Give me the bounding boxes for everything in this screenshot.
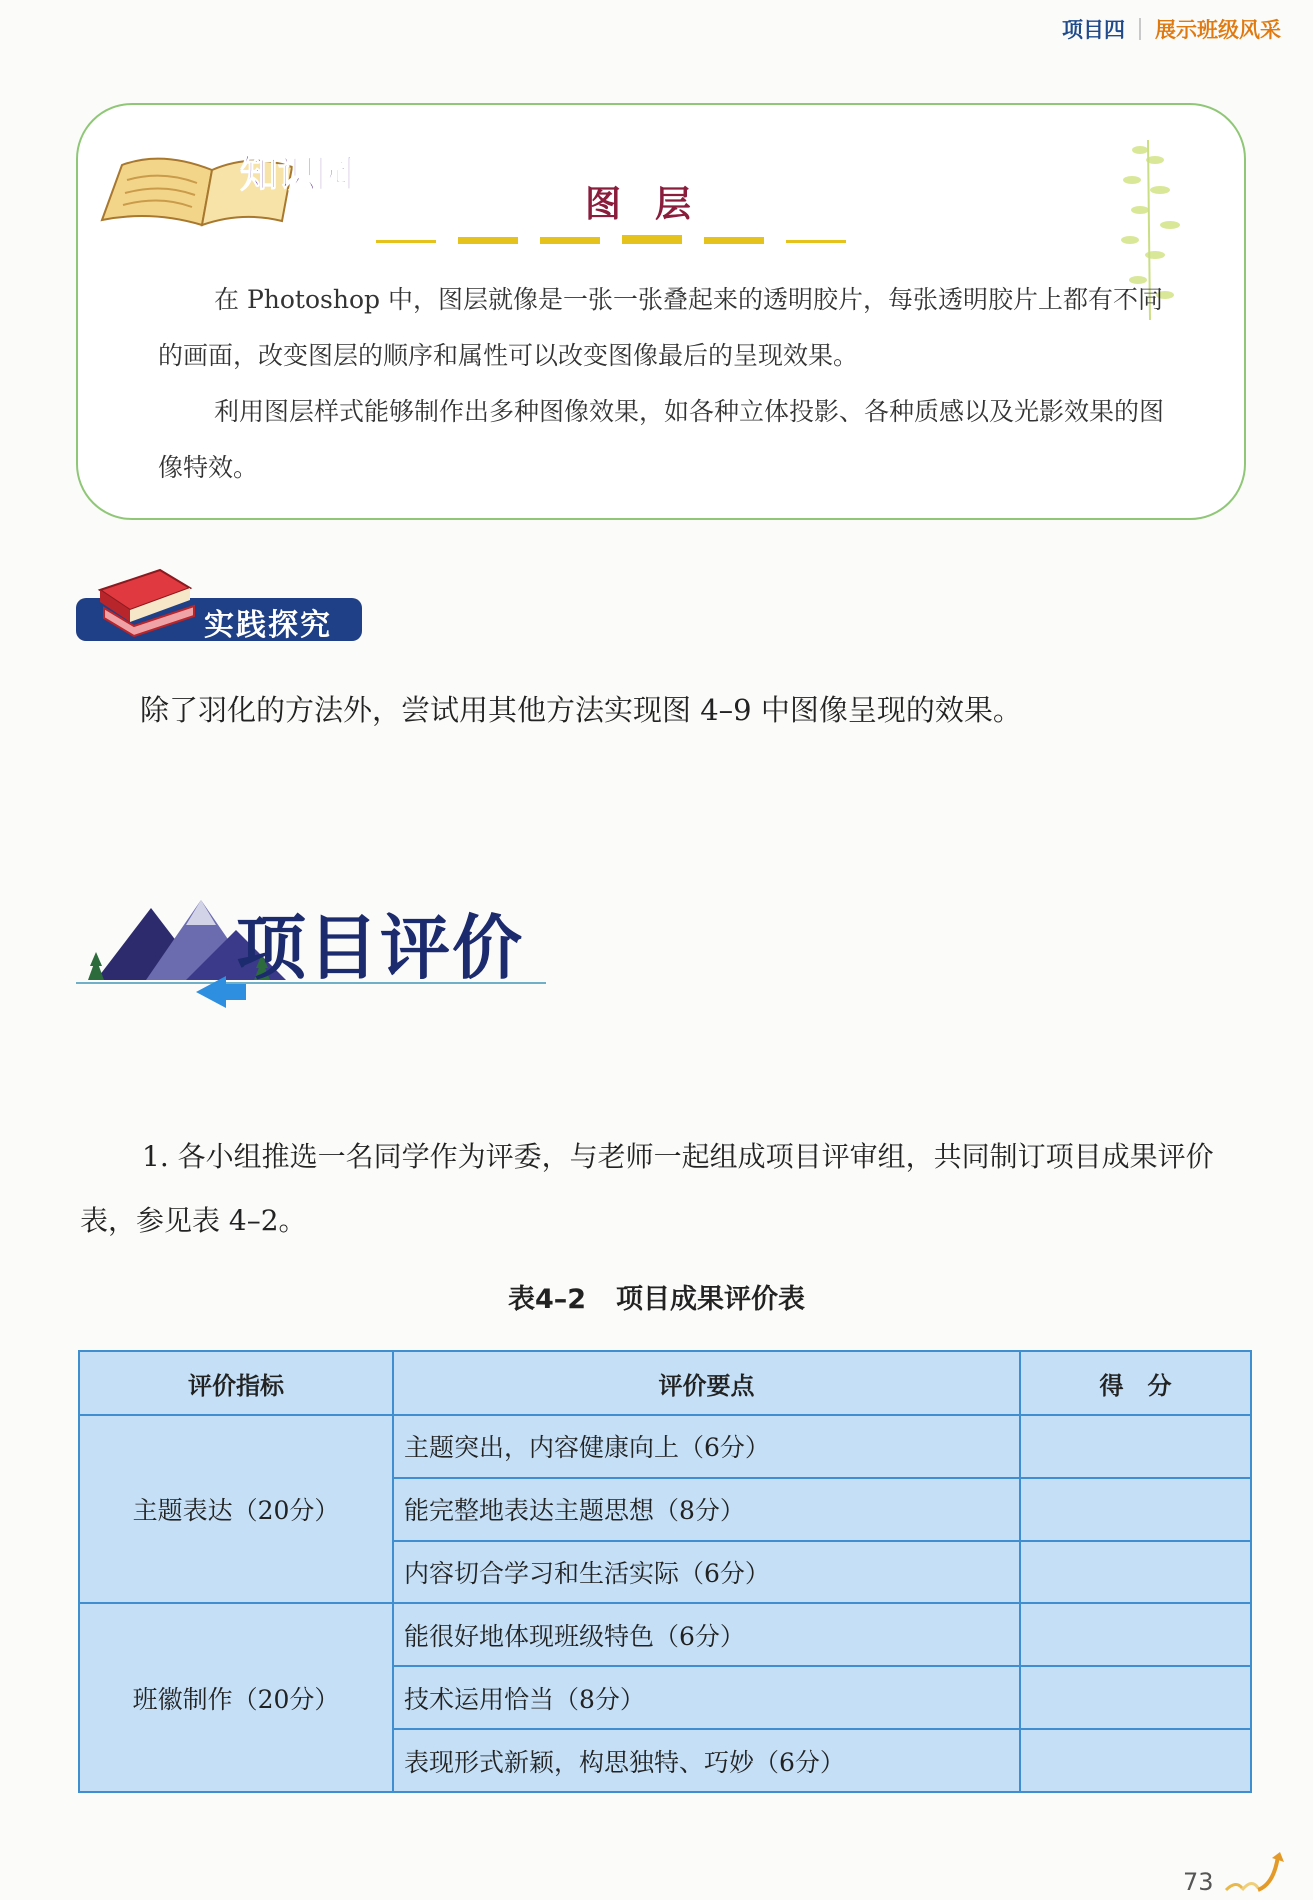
- practice-badge-label: 实践探究: [204, 608, 332, 643]
- header-project: 项目四: [1062, 18, 1125, 42]
- books-icon: [90, 560, 200, 640]
- point-cell: 技术运用恰当（8分）: [393, 1666, 1020, 1729]
- evaluation-table: [78, 1350, 1250, 1793]
- header-points: 评价要点: [393, 1351, 1020, 1415]
- page-corner-swirl-icon: [1218, 1850, 1288, 1896]
- indicator-cell: 主题表达（20分）: [79, 1415, 393, 1603]
- svg-text:知识园: 知识园: [240, 152, 355, 196]
- knowledge-paragraph-1: 在 Photoshop 中，图层就像是一张一张叠起来的透明胶片，每张透明胶片上都有不同的画面，改变图层的顺序和属性可以改变图像最后的呈现效果。: [158, 285, 1163, 370]
- header-divider: [1139, 18, 1141, 40]
- title-dash-divider: [376, 234, 956, 246]
- header-indicator: 评价指标: [79, 1351, 393, 1415]
- header-chapter-title: 展示班级风采: [1155, 18, 1281, 42]
- header-score: 得 分: [1020, 1351, 1251, 1415]
- evaluation-paragraph: 1. 各小组推选一名同学作为评委，与老师一起组成项目评审组，共同制订项目成果评价表，参见表 4–2。: [80, 1140, 1214, 1237]
- table-caption: 表4–2 项目成果评价表: [507, 1284, 806, 1315]
- score-cell[interactable]: [1020, 1415, 1251, 1478]
- practice-badge: [76, 560, 476, 646]
- table-row: [79, 1603, 1251, 1666]
- knowledge-paragraph-2: 利用图层样式能够制作出多种图像效果，如各种立体投影、各种质感以及光影效果的图像特效。: [158, 397, 1165, 482]
- practice-text: 除了羽化的方法外，尝试用其他方法实现图 4–9 中图像呈现的效果。: [140, 693, 1022, 727]
- point-cell: 能完整地表达主题思想（8分）: [393, 1478, 1020, 1541]
- page-number: 73: [1183, 1868, 1214, 1896]
- table-row: [79, 1415, 1251, 1478]
- point-cell: 表现形式新颖，构思独特、巧妙（6分）: [393, 1729, 1020, 1792]
- score-cell[interactable]: [1020, 1603, 1251, 1666]
- score-cell[interactable]: [1020, 1666, 1251, 1729]
- running-header: [1062, 14, 1281, 44]
- indicator-cell: 班徽制作（20分）: [79, 1603, 393, 1792]
- point-cell: 内容切合学习和生活实际（6分）: [393, 1541, 1020, 1604]
- point-cell: 主题突出，内容健康向上（6分）: [393, 1415, 1020, 1478]
- knowledge-title: 图层: [584, 184, 725, 225]
- table-header-row: [79, 1351, 1251, 1415]
- evaluation-heading: 项目评价: [236, 906, 524, 989]
- score-cell[interactable]: [1020, 1541, 1251, 1604]
- point-cell: 能很好地体现班级特色（6分）: [393, 1603, 1020, 1666]
- knowledge-garden-logo: [92, 125, 362, 235]
- score-cell[interactable]: [1020, 1478, 1251, 1541]
- score-cell[interactable]: [1020, 1729, 1251, 1792]
